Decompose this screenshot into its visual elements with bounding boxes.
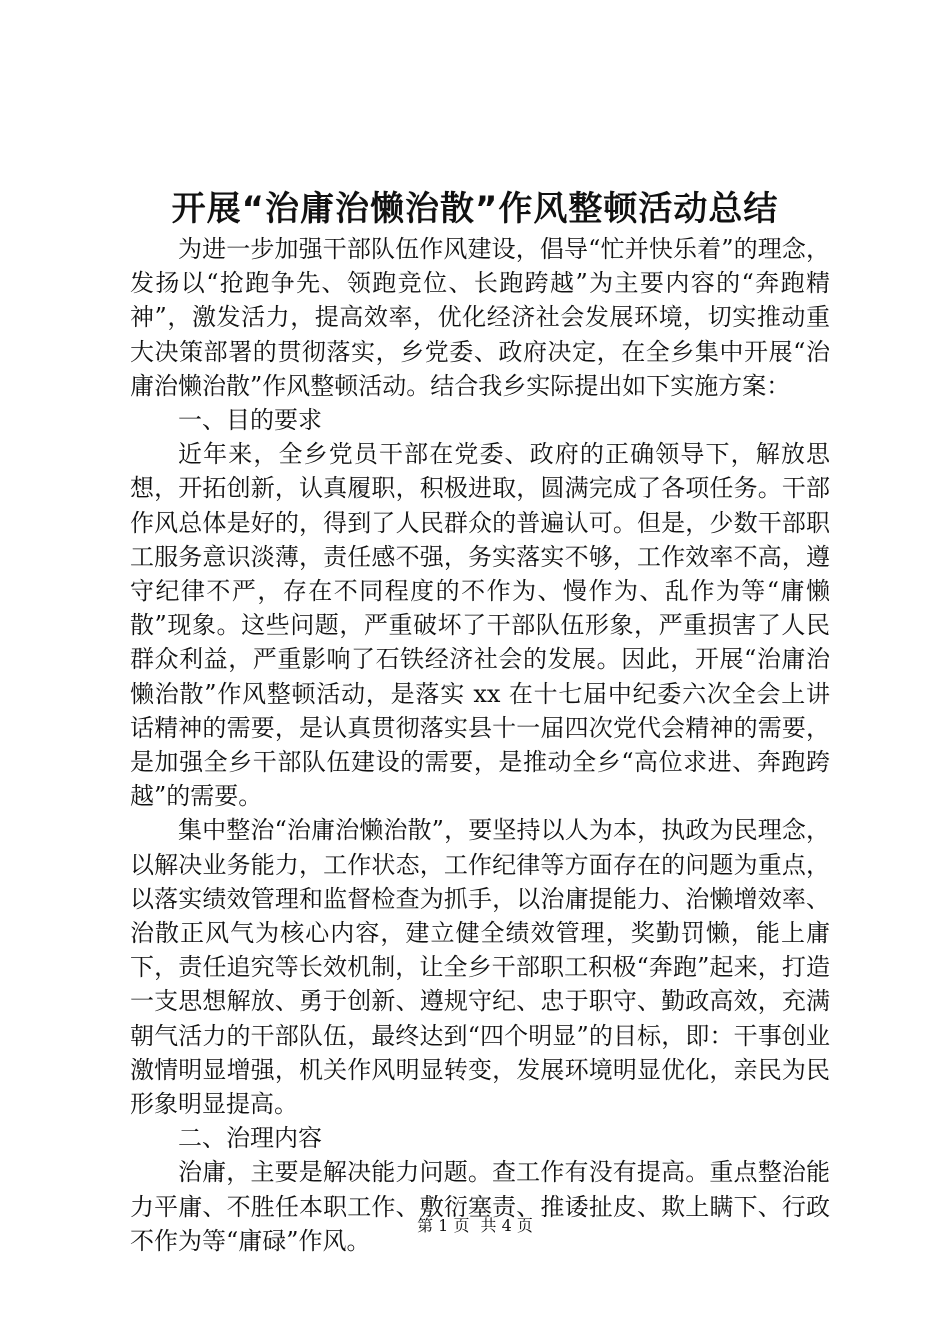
body-paragraph: 近年来，全乡党员干部在党委、政府的正确领导下，解放思想，开拓创新，认真履职，积极进取，圆满完成了各项任务。干部作风总体是好的，得到了人民群众的普遍认可。但是，少数干部职工服务意识淡薄，责任感不强，务实落实不够，工作效率不高，遵守纪律不严，存在不同程度的不作为、慢作为、乱作为等“庸懒散”现象。这些问题，严重破坏了干部队伍形象，严重损害了人民群众利益，严重影响了石铁经济社会的发展。因此，开展“治庸治懒治散”作风整顿活动，是落实 xx 在十七届中纪委六次全会上讲话精神的需要，是认真贯彻落实县十一届四次党代会精神的需要，是加强全乡干部队伍建设的需要，是推动全乡“高位求进、奔跑跨越”的需要。 bbox=[130, 440, 830, 811]
page-footer bbox=[0, 1214, 950, 1238]
document-body bbox=[130, 232, 830, 1258]
intro-paragraph: 为进一步加强干部队伍作风建设，倡导“忙并快乐着”的理念，发扬以“抢跑争先、领跑竞位、长跑跨越”为主要内容的“奔跑精神”，激发活力，提高效率，优化经济社会发展环境，切实推动重大决策部署的贯彻落实，乡党委、政府决定，在全乡集中开展“治庸治懒治散”作风整顿活动。结合我乡实际提出如下实施方案： bbox=[130, 235, 830, 400]
body-paragraph: 治庸，主要是解决能力问题。查工作有没有提高。重点整治能力平庸、不胜任本职工作、敷衍塞责、推诿扯皮、欺上瞒下、行政不作为等“庸碌”作风。 bbox=[130, 1158, 830, 1255]
document-title: 开展“治庸治懒治散”作风整顿活动总结 bbox=[171, 189, 779, 229]
page-number: 第 1 页 bbox=[417, 1216, 470, 1235]
body-paragraph: 集中整治“治庸治懒治散”，要坚持以人为本，执政为民理念，以解决业务能力，工作状态，工作纪律等方面存在的问题为重点，以落实绩效管理和监督检查为抓手，以治庸提能力、治懒增效率、治散正风气为核心内容，建立健全绩效管理，奖勤罚懒，能上庸下，责任追究等长效机制，让全乡干部职工积极“奔跑”起来，打造一支思想解放、勇于创新、遵规守纪、忠于职守、勤政高效，充满朝气活力的干部队伍，最终达到“四个明显”的目标，即：干事创业激情明显增强，机关作风明显转变，发展环境明显优化，亲民为民形象明显提高。 bbox=[130, 816, 830, 1119]
section-heading-content: 二、治理内容 bbox=[178, 1124, 322, 1153]
section-heading-goals: 一、目的要求 bbox=[178, 406, 322, 435]
page-total: 共 4 页 bbox=[480, 1216, 533, 1235]
